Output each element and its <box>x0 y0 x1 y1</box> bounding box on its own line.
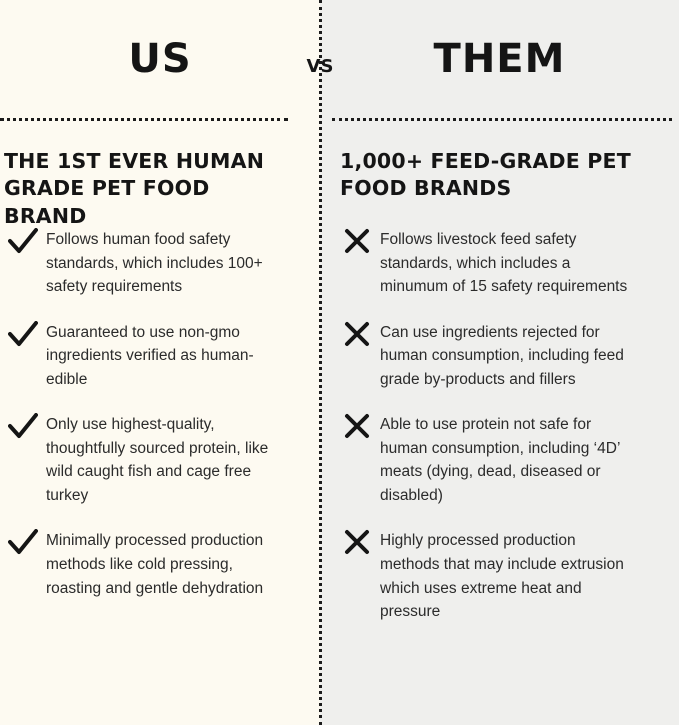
us-list <box>0 228 300 622</box>
check-icon <box>0 228 46 256</box>
cross-icon <box>334 529 380 555</box>
us-heading: US <box>128 36 192 82</box>
us-heading-row <box>0 0 320 118</box>
them-list <box>334 228 654 646</box>
list-item <box>0 413 300 507</box>
them-heading-row <box>320 0 679 118</box>
list-item <box>334 529 654 623</box>
divider-horizontal-them <box>332 118 672 121</box>
list-item-text: Only use highest-quality, thoughtfully sourced protein, like wild caught fish and cage free turkey <box>46 416 269 504</box>
list-item-text: Can use ingredients rejected for human consumption, including feed grade by-products and fillers <box>380 323 624 388</box>
cross-icon <box>334 228 380 254</box>
list-item <box>0 529 300 600</box>
check-icon <box>0 529 46 557</box>
list-item-text: Follows livestock feed safety standards, which includes a minumum of 15 safety requirements <box>380 231 628 296</box>
check-icon <box>0 413 46 441</box>
cross-icon <box>334 413 380 439</box>
them-heading: THEM <box>433 36 566 82</box>
them-subtitle: 1,000+ FEED-GRADE PET FOOD BRANDS <box>340 149 631 201</box>
vs-label: VS <box>306 56 334 77</box>
us-subtitle: THE 1ST EVER HUMAN GRADE PET FOOD BRAND <box>4 149 265 228</box>
list-item <box>334 228 654 299</box>
list-item-text: Highly processed production methods that may include extrusion which uses extreme heat and pressure <box>380 532 624 621</box>
list-item-text: Able to use protein not safe for human consumption, including ‘4D’ meats (dying, dead, diseased or disabled) <box>380 416 620 504</box>
cross-icon <box>334 321 380 347</box>
divider-vertical <box>319 0 322 725</box>
list-item-text: Guaranteed to use non-gmo ingredients verified as human-edible <box>46 323 254 388</box>
list-item <box>0 321 300 392</box>
list-item-text: Follows human food safety standards, which includes 100+ safety requirements <box>46 231 263 296</box>
list-item <box>334 413 654 507</box>
list-item <box>0 228 300 299</box>
check-icon <box>0 321 46 349</box>
list-item-text: Minimally processed production methods like cold pressing, roasting and gentle dehydration <box>46 532 264 597</box>
list-item <box>334 321 654 392</box>
divider-horizontal-us <box>0 118 288 121</box>
